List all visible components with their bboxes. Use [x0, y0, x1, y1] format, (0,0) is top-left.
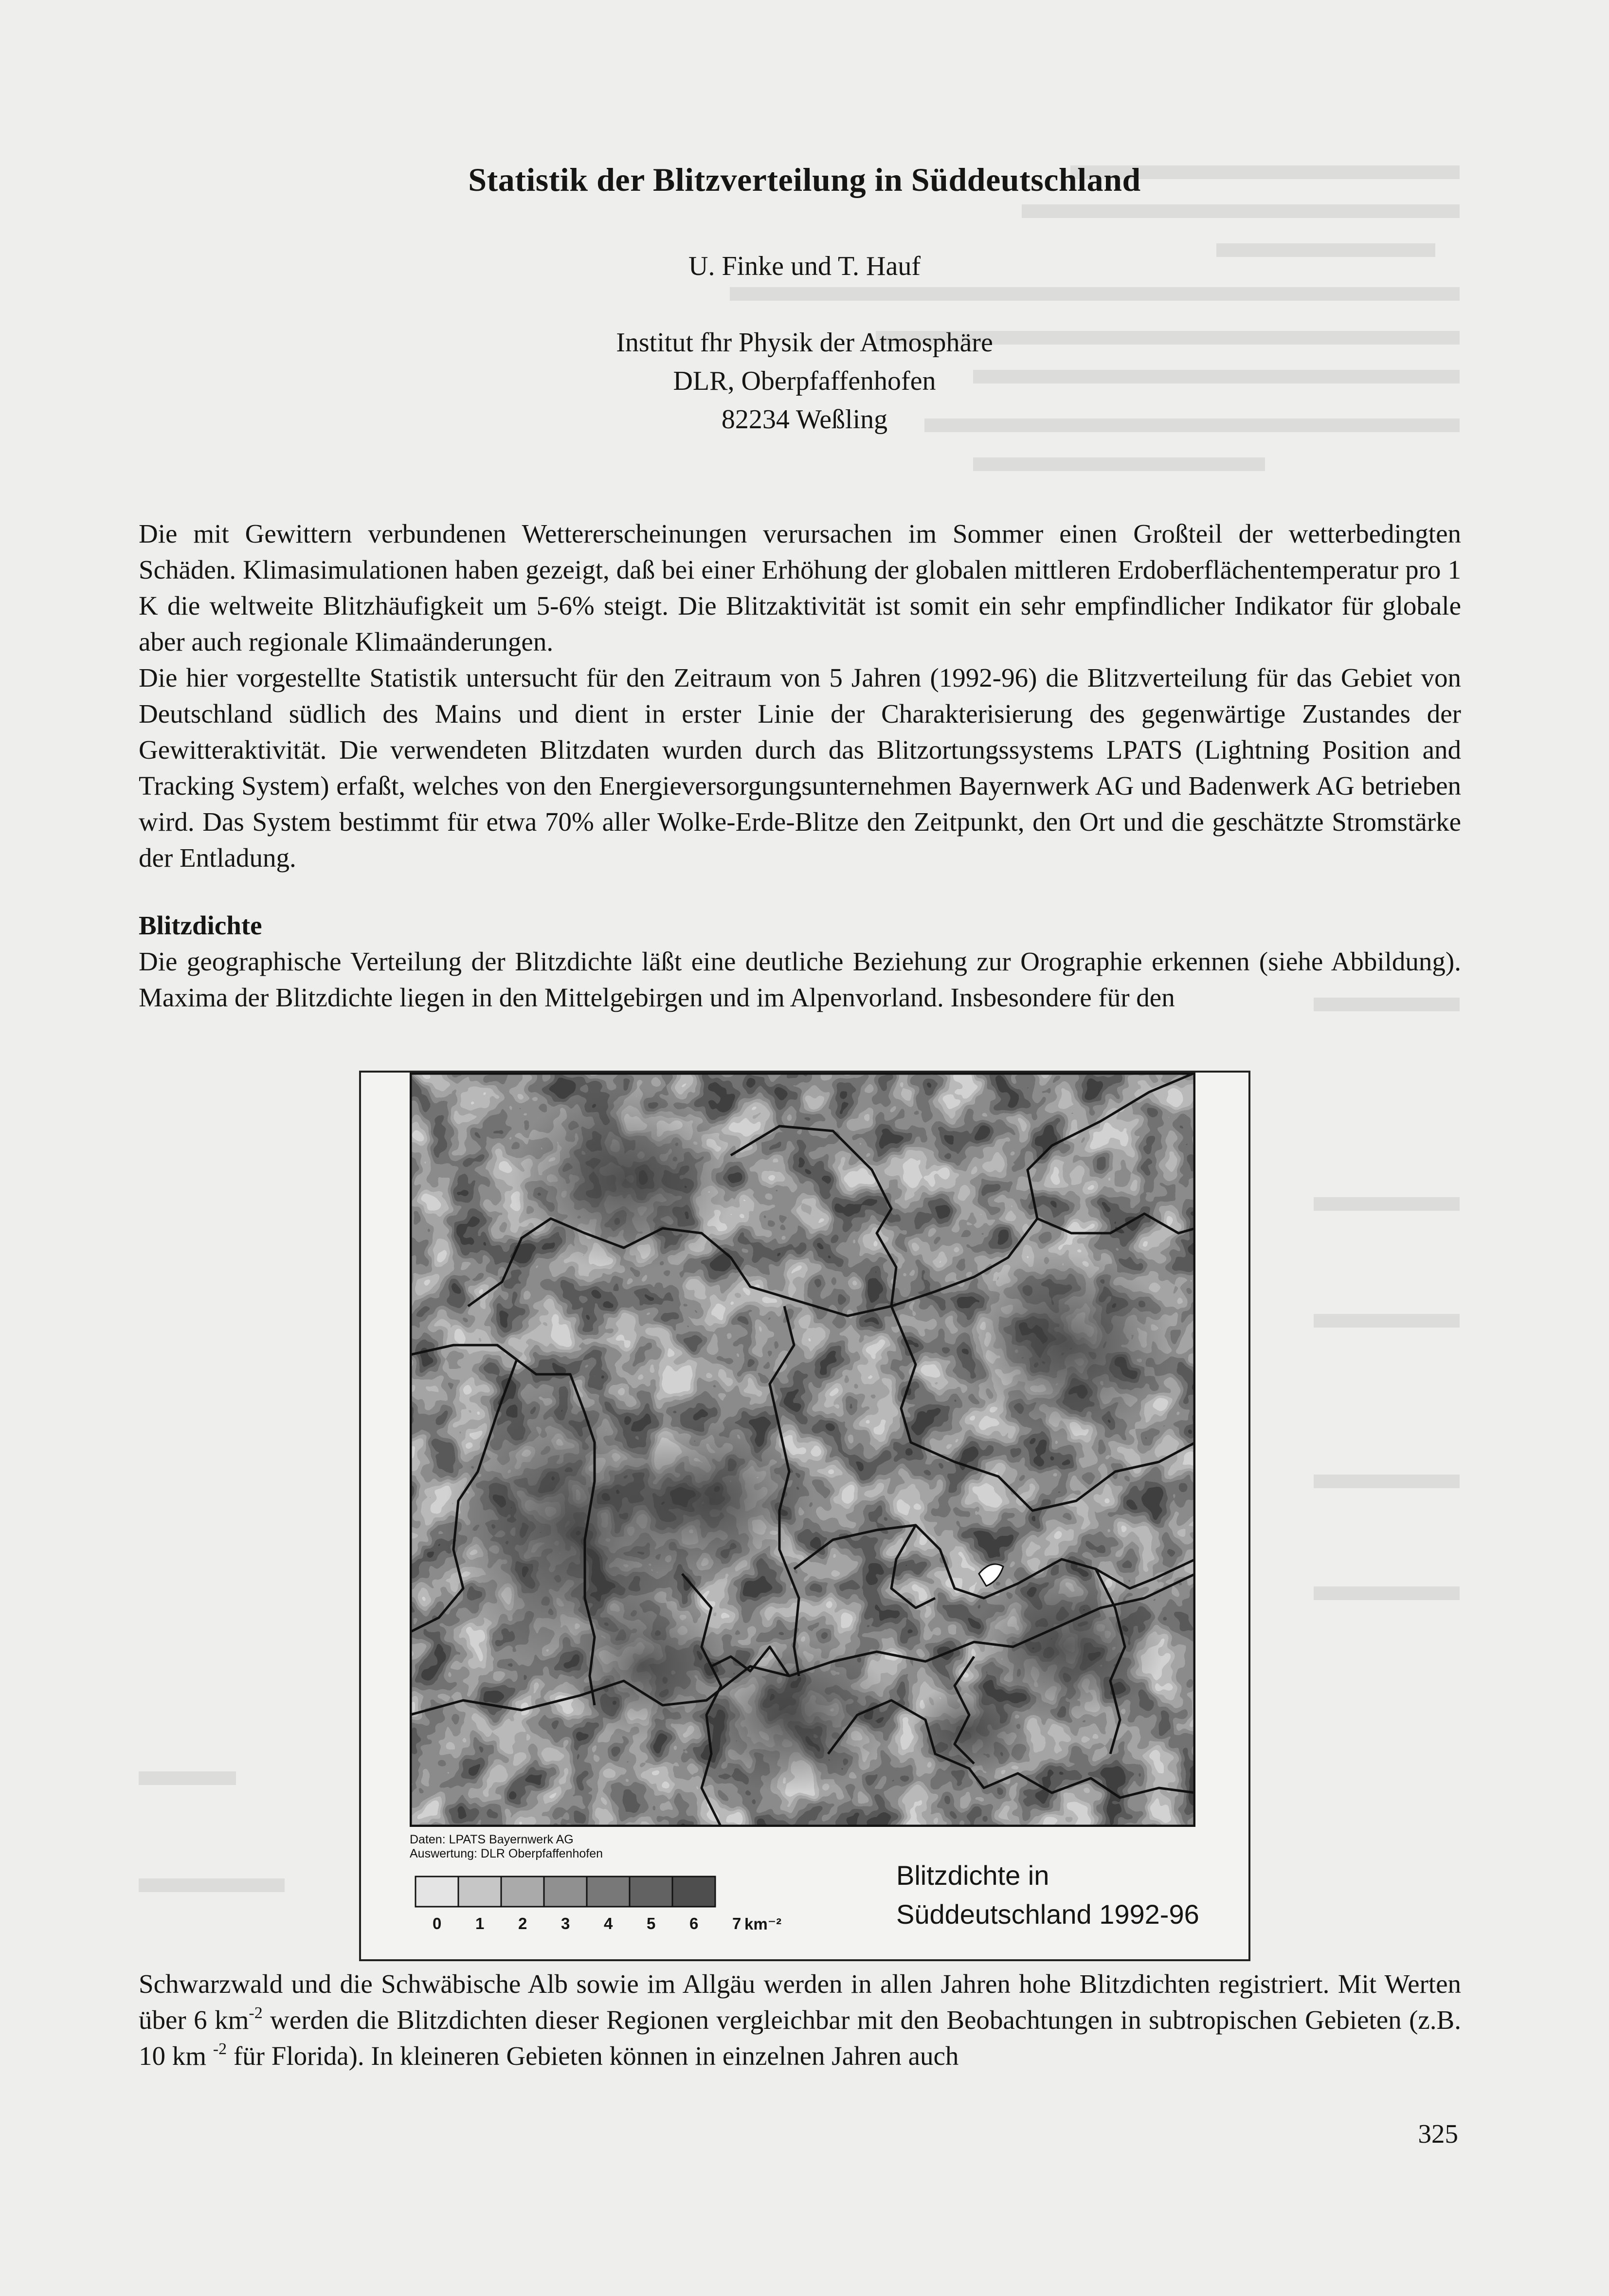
superscript-2: -2 — [213, 2040, 227, 2058]
lightning-density-map — [410, 1073, 1195, 1827]
scale-swatch — [672, 1877, 715, 1907]
scale-swatch — [630, 1877, 672, 1907]
intro-paragraph-2: Die hier vorgestellte Statistik untersucht für den Zeitraum von 5 Jahren (1992-96) die Blitzverteilung für das Gebiet von Deutschland südlich des Mains und dient in erster Linie der Charakterisierung des gegenwärtige Zustandes der Gewitteraktivität. Die verwendeten Blitzdaten wurden durch das Blitzortungssystems LPATS (Lightning Position and Tracking System) erfaßt, welches von den Energieversorgungsunternehmen Bayernwerk AG und Badenwerk AG betrieben wird. Das System bestimmt für etwa 70% aller Wolke-Erde-Blitze den Zeitpunkt, den Ort und die geschätzte Stromstärke der Entladung. — [139, 663, 1461, 873]
scale-tick-label: 1 — [475, 1914, 485, 1932]
scale-tick-label: 2 — [518, 1914, 527, 1932]
authors: U. Finke und T. Hauf — [688, 251, 921, 281]
affiliation-institute: Institut fhr Physik der Atmosphäre — [616, 328, 993, 358]
text-segment-1: Schwarzwald und die Schwäbische Alb sowie im Allgäu werden in allen Jahren hohe Blitzdichten registriert. Mit Werten über 6 km — [139, 1969, 1461, 2035]
text-segment-3: für Florida). In kleineren Gebieten können in einzelnen Jahren auch — [227, 2041, 959, 2071]
introduction — [139, 516, 1461, 876]
scale-tick-label: 5 — [647, 1914, 656, 1932]
scale-swatch — [544, 1877, 587, 1907]
figure-caption — [896, 1856, 1247, 1934]
scale-unit: km⁻² — [744, 1915, 782, 1933]
figure — [359, 1071, 1250, 1961]
scale-tick-label: 4 — [604, 1914, 613, 1932]
data-credits — [410, 1833, 603, 1861]
section-paragraph: Die geographische Verteilung der Blitzdichte läßt eine deutliche Beziehung zur Orographie erkennen (siehe Abbildung). Maxima der Blitzdichte liegen in den Mittelgebirgen und im Alpenvorland. Insbesondere für den — [139, 947, 1461, 1012]
scale-tick-label: 7 — [732, 1914, 741, 1932]
affiliation-location: DLR, Oberpfaffenhofen — [673, 366, 936, 396]
caption-line-1: Blitzdichte in — [896, 1860, 1049, 1891]
superscript-1: -2 — [249, 2004, 263, 2022]
scale-swatch — [458, 1877, 501, 1907]
density-scale-labels — [410, 1914, 799, 1934]
scale-tick-label: 6 — [689, 1914, 699, 1932]
scale-tick-label: 3 — [561, 1914, 570, 1932]
continued-paragraph — [139, 1966, 1461, 2074]
caption-line-2: Süddeutschland 1992-96 — [896, 1899, 1199, 1930]
affiliation-address: 82234 Weßling — [721, 404, 888, 435]
scale-tick-label: 0 — [433, 1914, 442, 1932]
section-blitzdichte — [139, 908, 1461, 1016]
paper-title: Statistik der Blitzverteilung in Süddeutschland — [468, 161, 1141, 198]
scale-swatch — [501, 1877, 544, 1907]
scale-swatch — [587, 1877, 630, 1907]
credit-analysis: Auswertung: DLR Oberpfaffenhofen — [410, 1847, 603, 1860]
page-number: 325 — [1418, 2119, 1458, 2149]
affiliation — [0, 324, 1609, 439]
text-segment-2: werden die Blitzdichten dieser Regionen vergleichbar mit den Beobachtungen in subtropischen Gebieten (z.B. 10 km — [139, 2005, 1461, 2071]
density-scale-bar — [410, 1876, 750, 1910]
section-heading: Blitzdichte — [139, 911, 262, 940]
intro-paragraph-1: Die mit Gewittern verbundenen Wettererscheinungen verursachen im Sommer einen Großteil der wetterbedingten Schäden. Klimasimulationen haben gezeigt, daß bei einer Erhöhung der globalen mittleren Erdoberflächentemperatur pro 1 K die weltweite Blitzhäufigkeit um 5-6% steigt. Die Blitzaktivität ist somit ein sehr empfindlicher Indikator für globale aber auch regionale Klimaänderungen. — [139, 519, 1461, 656]
scale-swatch — [416, 1877, 458, 1907]
credit-data-source: Daten: LPATS Bayernwerk AG — [410, 1833, 574, 1846]
continued-paragraph-text — [139, 1966, 1461, 2074]
